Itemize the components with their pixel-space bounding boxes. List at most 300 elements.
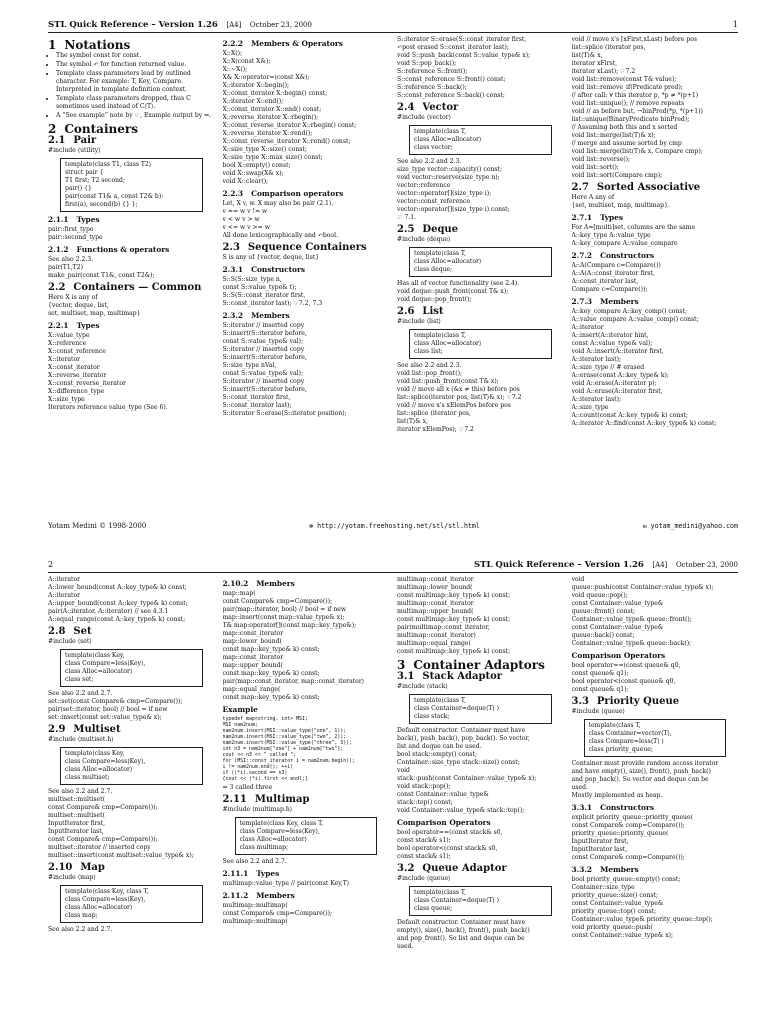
text-line: void stack::pop(); <box>397 783 451 790</box>
header-page-number: 2 <box>48 560 54 569</box>
text-block <box>572 224 739 248</box>
header-title: STL Quick Reference – Version 1.26 <box>474 560 644 570</box>
subsubsection-heading: 3.3.1 Constructors <box>571 803 655 812</box>
text-line: A::A(A::const_iterator first, <box>571 270 655 277</box>
text-block <box>48 576 215 624</box>
subsubsection-heading: 2.3.1 Constructors <box>222 265 306 274</box>
text-line: {vector, deque, list, <box>48 302 109 309</box>
subsection-heading: 3.3 Priority Queue <box>571 696 680 707</box>
text-line: void list::remove_if(Predicate pred); <box>571 84 683 91</box>
header-date: October 23, 2000 <box>249 21 312 29</box>
text-line: template⟨class T, <box>414 250 467 257</box>
text-line: X::X(const X&); <box>222 58 271 65</box>
text-line: void list::unique(); // remove repeats <box>571 100 685 107</box>
text-line: T& map:operator[](const map::key_type&); <box>222 622 357 629</box>
subsection-heading: 2.2 Containers — Common <box>48 282 202 293</box>
text-line: S::size_type nVal, <box>222 362 277 369</box>
text-line: void Container::value_type& stack::top(); <box>397 807 525 814</box>
text-block <box>48 294 215 318</box>
text-line: X::iterator <box>48 356 81 363</box>
text-line: A::key_compare A::key_comp() const; <box>571 308 688 315</box>
text-line: multiset::multiset( <box>48 812 105 819</box>
text-line: A::lower_bound(const A::key_type& k) const; <box>48 584 187 591</box>
text-line: used. <box>571 784 588 791</box>
text-line: cout << n3 << " called "; <box>222 752 297 758</box>
text-line: void list::sort(); <box>571 164 619 171</box>
text-block <box>223 880 390 888</box>
text-line: if ((*i).second == n3) <box>222 770 288 776</box>
text-line: void // as before but, ¬binPred(*p, *(p+1)) <box>571 108 703 115</box>
text-line: void // move x's xElemPos before pos <box>397 402 511 409</box>
text-block <box>48 332 215 412</box>
text-line: void <box>397 767 410 774</box>
text-line: void list::pop_front(); <box>397 370 463 377</box>
text-line: template⟨class T, <box>414 697 467 704</box>
text-block <box>572 876 739 940</box>
text-line: pair⟨multimap::const_iterator, <box>397 624 490 631</box>
text-line: explicit priority_queue::priority_queue( <box>571 814 693 821</box>
text-line: class map; <box>65 912 98 919</box>
text-block <box>223 858 390 866</box>
text-line: const A::value_type& val); <box>571 340 653 347</box>
subsection-heading: 2.9 Multiset <box>48 724 121 735</box>
text-line: bool operator<(const stack& s0, <box>397 845 498 852</box>
text-line: S::const_iterator last); <box>222 402 292 409</box>
text-line: class deque; <box>414 266 453 273</box>
text-line: A::size_type <box>571 404 609 411</box>
text-block <box>48 690 215 722</box>
text-line: const map::key_type& k) const; <box>222 646 320 653</box>
subsubsection-heading: Comparison Operators <box>397 818 491 827</box>
page-1 <box>48 20 738 530</box>
text-line: A::size_type // # erased <box>571 364 645 371</box>
subsubsection-heading: 2.1.1 Types <box>48 215 100 224</box>
template-box <box>60 649 203 687</box>
text-line: class Container=vector⟨T⟩, <box>588 730 672 737</box>
page-2 <box>48 560 738 1024</box>
text-line: See also 2.2 and 2.7. <box>48 926 113 933</box>
header-title: STL Quick Reference – Version 1.26 <box>48 20 218 30</box>
text-block <box>572 662 739 694</box>
text-line: void A::erase(A::iterator p); <box>571 380 657 387</box>
text-block <box>572 194 739 210</box>
text-line: bool operator==(const stack& s0, <box>397 829 503 836</box>
text-line: S::S(S::const_iterator first, <box>222 292 306 299</box>
text-line: map::insert(const map::value_type& x); <box>222 614 345 621</box>
text-line: template⟨class T, <box>414 332 467 339</box>
text-line: Container::value_type& priority_queue::top(); <box>571 916 713 923</box>
text-line: pair(const T1& a, const T2& b): <box>65 193 164 200</box>
text-block <box>572 760 739 800</box>
text-line: queue::front() const; <box>571 608 636 615</box>
text-line: class Container=deque⟨T⟩ ⟩ <box>414 897 500 904</box>
text-line: A::insert(A::iterator hint, <box>571 332 649 339</box>
text-line: Container::value_type& queue::front(); <box>571 616 692 623</box>
footer-url-link[interactable]: ✻ http://yotam.freehosting.net/stl/stl.html <box>309 522 480 530</box>
list-item: • The symbol const for const. <box>56 52 215 60</box>
text-line: InputIterator first, <box>571 838 629 845</box>
text-line: template⟨class T, <box>588 722 641 729</box>
text-line: See also 2.2 and 2.3. <box>397 158 462 165</box>
example-output: ⇒ 3 called three <box>222 784 273 791</box>
header-version-tag: [A4] <box>226 21 242 29</box>
text-line: {cout << (*i).first << endl;} <box>222 776 308 782</box>
subsection-heading: 3.1 Stack Adaptor <box>397 671 503 682</box>
text-line: X::const_reverse_iterator X::rbegin() const; <box>222 122 357 129</box>
text-line: and pop_front(). So list and deque can be <box>397 935 525 942</box>
subsubsection-heading: 2.2.3 Comparison operators <box>222 189 344 198</box>
text-line: nam2num.insert(MSI::value_type("three", 3)); <box>222 740 353 746</box>
page-header <box>48 560 738 573</box>
text-line: void <box>571 576 585 583</box>
text-line: v < w v > w <box>222 216 260 223</box>
text-line: void deque::push_front(const T& x); <box>397 288 509 295</box>
text-line: class Compare=less⟨Key⟩, <box>239 828 320 835</box>
text-line: map::upper_bound( <box>222 662 283 669</box>
text-line: X::value_type <box>48 332 90 339</box>
text-line: multimap::const_iterator <box>397 576 474 583</box>
text-line: class Alloc=allocator⟩ <box>65 766 133 773</box>
text-line: // after call: ∀ this iterator p, *p ≠ *(p+1) <box>571 92 699 99</box>
text-line: A::iterator <box>571 324 604 331</box>
text-line: bool operator==(const queue& q0, <box>571 662 681 669</box>
text-line: const multimap::key_type& k) const; <box>397 592 511 599</box>
text-line: const stack& s1); <box>397 853 451 860</box>
text-block <box>223 902 390 926</box>
text-line: S::const_iterator first, <box>222 394 291 401</box>
text-line: multimap::const_iterator <box>397 600 474 607</box>
text-line: void // move x's [xFirst,xLast) before pos <box>571 36 698 43</box>
text-line: int n3 = nam2num["one"] + nam2num["two"]; <box>222 746 344 752</box>
text-line: template⟨class Key, class T, <box>239 820 324 827</box>
subsubsection-heading: 2.2.2 Members & Operators <box>222 39 343 48</box>
text-line: const S::value_type& val); <box>222 370 304 377</box>
text-line: i != nam2num.end(); ++i) <box>222 764 294 770</box>
text-line: map::map( <box>222 590 256 597</box>
text-line: X::reverse_iterator X::rbegin(); <box>222 114 319 121</box>
header-title-group <box>474 560 738 570</box>
text-line: const Container::value_type& <box>397 791 489 798</box>
text-line: void list::merge(list⟨T⟩& x); <box>571 132 656 139</box>
text-line: const Compare& comp=Compare()); <box>571 822 685 829</box>
text-line: // Assuming both this and x sorted <box>571 124 678 131</box>
section-heading: 3 Container Adaptors <box>397 658 545 672</box>
text-line: A::iterator last); <box>571 356 622 363</box>
text-line: and have empty(), size(), front(), push_back() <box>571 768 711 775</box>
header-date: October 23, 2000 <box>675 561 738 569</box>
text-line: template⟨class Key, class T, <box>65 888 149 895</box>
text-line: S::reference S::back(); <box>397 84 467 91</box>
text-line: const stack& s1); <box>397 837 451 844</box>
column-4 <box>572 36 739 434</box>
notations-list <box>56 52 215 120</box>
text-line: const queue& q1); <box>571 686 629 693</box>
text-line: pair⟨A::iterator, A::iterator⟩ // see 4.3.1 <box>48 608 169 615</box>
text-line: X::const_reverse_iterator <box>48 380 126 387</box>
template-box <box>409 125 552 155</box>
text-line: X::const_iterator <box>48 364 100 371</box>
text-line: pair(T1,T2) <box>48 264 83 271</box>
header-title-group <box>48 20 312 30</box>
text-line: X::reference <box>48 340 87 347</box>
text-line: vector::operator[](size_type i); <box>397 190 492 197</box>
text-line: void list::merge(list⟨T⟩& x, Compare cmp); <box>571 148 703 155</box>
text-line: A::value_compare A::value_comp() const; <box>571 316 699 323</box>
text-line: const Compare& cmp=Compare()); <box>48 804 158 811</box>
subsection-heading: 2.11 Multimap <box>222 794 310 805</box>
text-line: A::A(Compare c=Compare()) <box>571 262 661 269</box>
text-line: X::const_iterator X::begin() const; <box>222 90 328 97</box>
column-4 <box>572 576 739 951</box>
text-line: const S::value_type& val); <box>222 338 304 345</box>
text-line: A::iterator <box>48 592 81 599</box>
text-line: struct pair { <box>65 169 104 176</box>
text-line: const Container::value_type& <box>571 600 664 607</box>
text-block <box>223 50 390 186</box>
text-line: Mostly implemented as heap. <box>571 792 663 799</box>
text-line: list and deque can be used. <box>397 743 482 750</box>
text-line: queue::back() const; <box>571 632 635 639</box>
text-line: Default constructor. Container must have <box>397 727 526 734</box>
text-line: S::S(S::size_type n, <box>222 276 282 283</box>
text-line: class list; <box>414 348 443 355</box>
text-line: const Container::value_type& <box>571 624 664 631</box>
template-box <box>60 158 203 212</box>
text-line: multiset::insert(const multiset::value_type& x); <box>48 852 194 859</box>
text-line: make_pair(const T1&, const T2&); <box>48 272 155 279</box>
text-line: const S::value_type& t); <box>222 284 297 291</box>
text-line: class Compare=less⟨Key⟩, <box>65 660 146 667</box>
text-line: const Compare& cmp=Compare()); <box>222 598 333 605</box>
text-line: map::const_iterator <box>222 630 284 637</box>
text-line: multimap::const_iterator⟩ <box>397 632 477 639</box>
column-1 <box>48 36 215 434</box>
text-line: Has all of vector functionality (see 2.4). <box>397 280 520 287</box>
text-block <box>223 200 390 240</box>
text-line: See also 2.2 and 2.3. <box>397 362 462 369</box>
text-line: A::key_type A::value_type <box>571 232 651 239</box>
text-line: X::const_reverse_iterator X::rend() const; <box>222 138 351 145</box>
text-line: const Compare& cmp=Compare()); <box>48 836 158 843</box>
header-version-tag: [A4] <box>652 561 668 569</box>
text-block <box>48 788 215 860</box>
template-box <box>60 747 203 785</box>
text-line: Default constructor. Container must have <box>397 919 526 926</box>
text-line: X::reverse_iterator <box>48 372 107 379</box>
example-code <box>223 716 390 782</box>
text-line: class multiset; <box>65 774 110 781</box>
text-line: used. <box>397 943 414 950</box>
text-line: Here A any of <box>571 194 615 201</box>
header-page-number: 1 <box>732 20 738 29</box>
text-line: nam2num.insert(MSI::value_type("two", 2)); <box>222 734 347 740</box>
text-line: bool operator<(const queue& q0, <box>571 678 676 685</box>
text-line: stack::push(const Container::value_type& x); <box>397 775 537 782</box>
text-line: S::iterator // inserted copy <box>222 378 305 385</box>
text-line: set, multiset, map, multimap} <box>48 310 141 317</box>
include-line: #include ⟨stack⟩ <box>397 683 448 690</box>
text-line: class Container=deque⟨T⟩ ⟩ <box>414 705 500 712</box>
text-block <box>223 276 390 308</box>
text-line: and pop_back(). So vector and deque can be <box>571 776 709 783</box>
text-line: See also 2.2 and 2.7. <box>222 858 287 865</box>
subsection-heading: 2.4 Vector <box>397 102 459 113</box>
text-block <box>48 926 215 934</box>
subsubsection-heading: 2.7.1 Types <box>571 213 624 222</box>
text-line: {set, multiset, map, multimap}. <box>571 202 670 209</box>
page-footer <box>48 520 738 530</box>
footer-email-link[interactable]: ✉ yotam_medini@yahoo.com <box>642 522 738 530</box>
text-line: empty(), size(), back(), front(), push_back() <box>397 927 530 934</box>
section-heading: 2 Containers <box>48 122 138 136</box>
text-line: class Alloc=allocator⟩ <box>414 258 482 265</box>
text-line: class Alloc=allocator⟩ <box>239 836 307 843</box>
text-line: priority_queue::size() const; <box>571 892 659 899</box>
text-line: A::iterator last); <box>571 396 622 403</box>
text-line: X::X(); <box>222 50 243 57</box>
text-line: template⟨class Key, <box>65 750 125 757</box>
text-line: void S::push_back(const S::value_type& x); <box>397 52 531 59</box>
subsubsection-heading: 2.11.2 Members <box>222 891 295 900</box>
subsubsection-heading: 2.1.2 Functions & operators <box>48 245 170 254</box>
text-line: list::unique(BinaryPredicate binPred); <box>571 116 690 123</box>
text-line: map::lower_bound( <box>222 638 283 645</box>
text-line: class Alloc=allocator⟩ <box>65 668 133 675</box>
text-line: T1 first; T2 second; <box>65 177 125 184</box>
text-line: vector::reference <box>397 182 451 189</box>
text-line: const queue& q1); <box>571 670 629 677</box>
text-line: class vector; <box>414 144 453 151</box>
text-line: S::iterator // inserted copy <box>222 346 305 353</box>
list-item: • Template class parameters lead by outlined character. For example: T, Key, Compare. Interpreted in template definition context. <box>56 70 215 94</box>
text-line: const multimap::key_type& k) const; <box>397 616 511 623</box>
text-line: void list::sort(Compare cmp); <box>571 172 663 179</box>
text-line: queue::push(const Container::value_type& x); <box>571 584 714 591</box>
subsubsection-heading: 2.11.1 Types <box>222 869 280 878</box>
text-line: pair::second_type <box>48 234 103 241</box>
text-line: pair::first_type <box>48 226 94 233</box>
text-line: S::reference S::front(); <box>397 68 468 75</box>
text-line: pair⟨set::iterator, bool⟩ // bool = if new <box>48 706 168 713</box>
text-line: class queue; <box>414 905 453 912</box>
text-line: class Alloc=allocator⟩ <box>65 904 133 911</box>
text-line: template⟨class T, <box>414 889 467 896</box>
column-3 <box>397 576 564 951</box>
text-line: class stack; <box>414 713 450 720</box>
subsubsection-heading: 2.7.2 Constructors <box>571 251 655 260</box>
text-line: class priority_queue; <box>588 746 653 753</box>
text-line: X::~X(); <box>222 66 248 73</box>
text-line: iterator xLast); ☞7.2 <box>571 68 636 75</box>
text-line: void priority_queue::push( <box>571 924 653 931</box>
text-line: multimap::value_type // pair⟨const Key,T⟩ <box>222 880 350 887</box>
text-line: const Container::value_type& x); <box>571 932 674 939</box>
text-line: template⟨class Key, <box>65 652 125 659</box>
text-line: iterator xElemPos); ☞7.2 <box>397 426 474 433</box>
text-line: void vector::reserve(size_type n); <box>397 174 500 181</box>
text-line: const multimap::key_type& k) const; <box>397 648 511 655</box>
text-line: multimap::multimap( <box>222 918 288 925</box>
include-line: #include ⟨set⟩ <box>48 638 92 645</box>
subsubsection-heading: Comparison Operators <box>571 651 666 660</box>
text-line: class set; <box>65 676 94 683</box>
text-line: X::difference_type <box>48 388 105 395</box>
subsubsection-heading: 2.7.3 Members <box>571 297 639 306</box>
text-block <box>397 727 564 815</box>
text-line: MSI nam2num; <box>222 722 258 728</box>
include-line: #include ⟨map⟩ <box>48 874 96 881</box>
text-line: v == w v != w <box>222 208 268 215</box>
text-block <box>397 576 564 656</box>
text-block <box>397 36 564 100</box>
text-block <box>397 829 564 861</box>
text-line: vector::const_reference <box>397 198 471 205</box>
text-line: S::iterator // inserted copy <box>222 322 305 329</box>
text-block <box>48 226 215 242</box>
text-line: class Alloc=allocator⟩ <box>414 340 482 347</box>
include-line: #include ⟨list⟩ <box>397 318 441 325</box>
text-line: pair⟨map::iterator, bool⟩ // bool = if new <box>222 606 347 613</box>
text-line: Container::value_type& queue::back(); <box>571 640 692 647</box>
text-line: void list::push_front(const T& x); <box>397 378 499 385</box>
text-block <box>397 362 564 434</box>
text-line: map::equal_range( <box>222 686 281 693</box>
text-line: X::iterator X::begin(); <box>222 82 289 89</box>
text-line: priority_queue::top() const; <box>571 908 657 915</box>
list-item: • A “See example” note by ☞, Example output by ⇒. <box>56 112 215 120</box>
text-line: A::erase(const A::key_type& k); <box>571 372 669 379</box>
subsection-heading: 2.6 List <box>397 306 444 317</box>
text-line: S::insert(S::iterator before, <box>222 330 307 337</box>
text-line: A::equal_range(const A::key_type& k) const; <box>48 616 186 623</box>
subsection-heading: 2.10 Map <box>48 862 105 873</box>
section-heading: 1 Notations <box>48 38 131 52</box>
text-line: A::key_compare A::value_compare <box>571 240 678 247</box>
text-line: void deque::pop_front(); <box>397 296 472 303</box>
text-line: bool X::empty() const; <box>222 162 291 169</box>
text-line: A::const_iterator last, <box>571 278 639 285</box>
include-line: #include ⟨multimap.h⟩ <box>222 806 293 813</box>
text-line: X& X::operator=(const X&); <box>222 74 310 81</box>
text-line: priority_queue::priority_queue( <box>571 830 669 837</box>
column-1 <box>48 576 215 951</box>
text-line: InputIterator last, <box>571 846 628 853</box>
text-line: See also 2.2.3. <box>48 256 94 263</box>
column-2 <box>223 576 390 951</box>
text-line: S::iterator S::erase(S::const_iterator first, <box>397 36 527 43</box>
columns <box>48 576 738 951</box>
text-line: void S::pop_back(); <box>397 60 457 67</box>
text-line: S::insert(S::iterator before, <box>222 354 307 361</box>
example-heading: Example <box>222 705 258 714</box>
text-line: void X::clear(); <box>222 178 269 185</box>
text-line: template⟨class T, <box>414 128 467 135</box>
subsubsection-heading: 3.3.2 Members <box>571 865 639 874</box>
text-line: All done lexicographically and ↶bool. <box>222 232 338 239</box>
text-line: set::set(const Compare& cmp=Compare()); <box>48 698 183 705</box>
text-line: iterator xFirst, <box>571 60 618 67</box>
text-line: X::size_type X::size() const; <box>222 146 307 153</box>
text-line: void X::swap(X& x); <box>222 170 284 177</box>
text-line: InputIterator last, <box>48 828 104 835</box>
template-box <box>584 719 727 757</box>
text-line: S::iterator S::erase(S::iterator position); <box>222 410 347 417</box>
text-line: list::splice (iterator pos, <box>397 410 471 417</box>
page-header <box>48 20 738 33</box>
text-line: multimap::equal_range( <box>397 640 471 647</box>
include-line: #include ⟨utility⟩ <box>48 147 101 154</box>
subsection-heading: 2.8 Set <box>48 626 92 637</box>
